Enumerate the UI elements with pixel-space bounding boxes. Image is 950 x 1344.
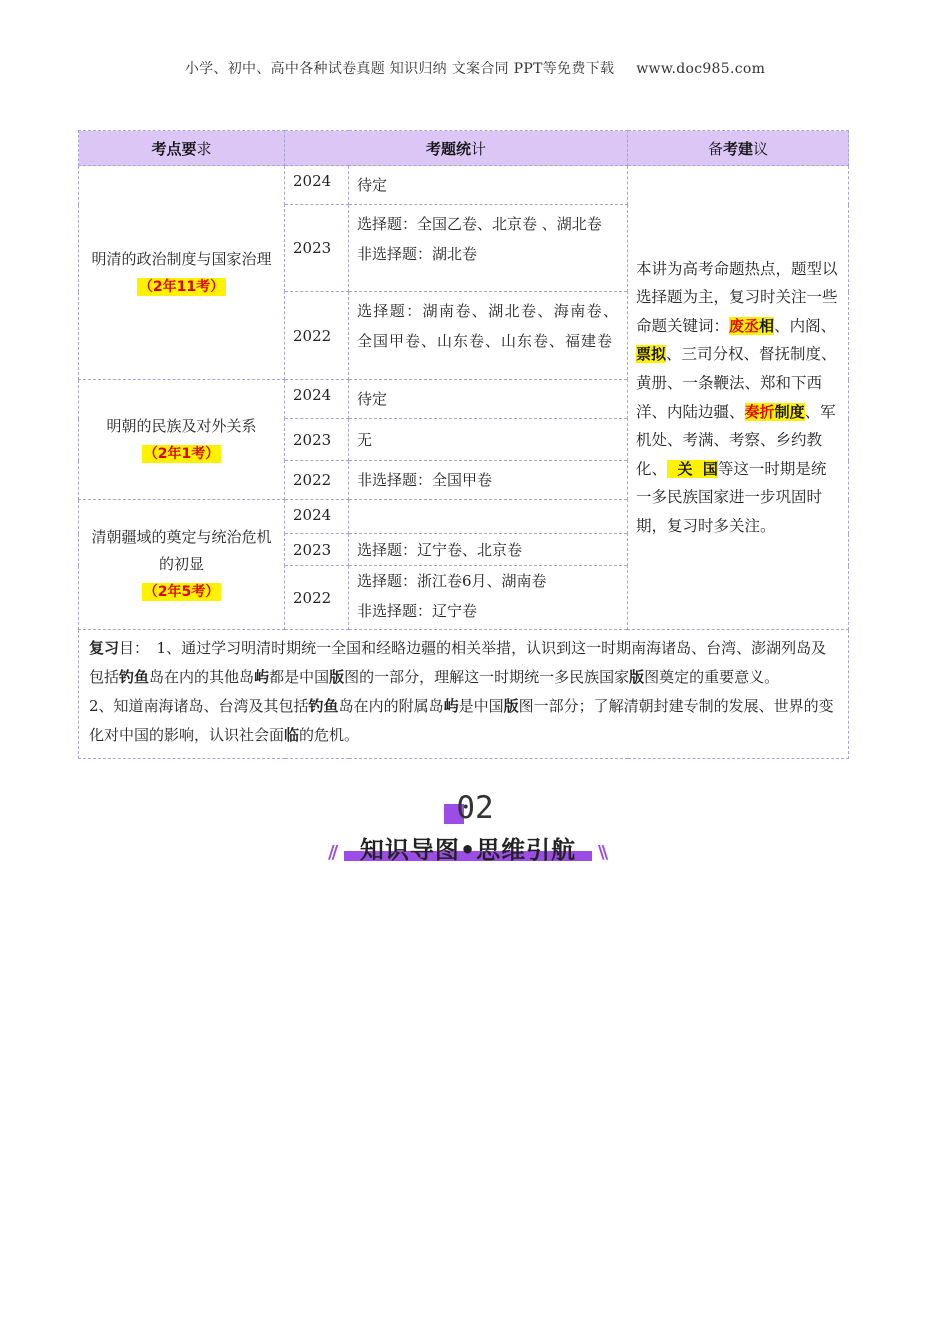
- year-cell: 2024: [285, 500, 349, 534]
- frequency-badge: （2年5考）: [143, 584, 220, 600]
- stats-cell: 选择题：浙江卷6月、湖南卷 非选择题：辽宁卷: [349, 566, 628, 630]
- review-goals-cell: [79, 630, 849, 759]
- review-goals-row: [79, 630, 849, 759]
- keyword-highlight: 废丞: [729, 316, 760, 335]
- stats-cell: [349, 500, 628, 534]
- stats-cell: 待定: [349, 166, 628, 205]
- header-exam-statistics: 考题统计: [285, 131, 628, 166]
- review-goal-2: 2、知道南海诸岛、台湾及其包括钓鱼岛在内的附属岛屿是中国版图一部分；了解清朝封建专制的发展、世界的变化对中国的影响，认识社会面临的危机。: [89, 697, 834, 744]
- exam-analysis-table: [78, 130, 849, 759]
- keyword-highlight: 关 国: [667, 459, 718, 478]
- section-number: 02: [0, 790, 950, 826]
- topic-name: 明清的政治制度与国家治理: [91, 249, 272, 268]
- year-cell: 2022: [285, 566, 349, 630]
- year-cell: 2023: [285, 205, 349, 292]
- stats-cell: 待定: [349, 380, 628, 419]
- keyword-highlight: 奏: [744, 402, 760, 421]
- topic-name: 明朝的民族及对外关系: [106, 416, 257, 435]
- topic-cell: [79, 380, 285, 500]
- topic-name: 清朝疆域的奠定与统治危机的初显: [91, 528, 272, 573]
- year-cell: 2024: [285, 166, 349, 205]
- page-header-banner: [0, 58, 950, 78]
- stats-cell: 选择题：辽宁卷、北京卷: [349, 534, 628, 566]
- year-cell: 2024: [285, 380, 349, 419]
- frequency-badge: （2年11考）: [138, 278, 225, 295]
- stats-cell: 无: [349, 419, 628, 461]
- header-exam-requirement: 考点要求: [79, 131, 285, 166]
- banner-url: www.doc985.com: [636, 61, 766, 77]
- stats-cell: 非选择题：全国甲卷: [349, 461, 628, 500]
- frequency-badge: （2年1考）: [143, 445, 220, 462]
- keyword-highlight: 票拟: [636, 345, 667, 364]
- review-advice-cell: 本讲为高考命题热点，题型以选择题为主，复习时关注一些命题关键词：废丞相、内阁、票拟、三司分权、督抚制度、黄册、一条鞭法、郑和下西洋、内陆边疆、奏折制度、军机处、考满、考察、乡约教化、 关 国等这一时期是统一多民族国家进一步巩固时期，复习时多关注。: [628, 166, 849, 630]
- year-cell: 2023: [285, 419, 349, 461]
- section-title: 知识导图•思维引航: [359, 836, 577, 864]
- decor-slash-left: //: [328, 842, 336, 863]
- year-cell: 2022: [285, 461, 349, 500]
- banner-text: 小学、初中、高中各种试卷真题 知识归纳 文案合同 PPT等免费下载: [184, 61, 615, 77]
- stats-cell: 选择题：湖南卷、湖北卷、海南卷、全国甲卷、山东卷、山东卷、福建卷: [349, 292, 628, 380]
- topic-cell: [79, 166, 285, 380]
- year-cell: 2022: [285, 292, 349, 380]
- year-cell: 2023: [285, 534, 349, 566]
- review-goal-1: 复习目： 1、通过学习明清时期统一全国和经略边疆的相关举措，认识到这一时期南海诸岛、台湾、澎湖列岛及包括钓鱼岛在内的其他岛屿都是中国版图的一部分，理解这一时期统一多民族国家版图奠定的重要意义。: [89, 639, 827, 686]
- section-title-block: [330, 830, 620, 866]
- table-row: [79, 166, 849, 205]
- topic-cell: [79, 500, 285, 630]
- header-review-advice: 备考建议: [628, 131, 849, 166]
- decor-slash-right: \\: [598, 842, 606, 863]
- stats-cell: 选择题：全国乙卷、北京卷 、湖北卷 非选择题：湖北卷: [349, 205, 628, 292]
- table-header-row: [79, 131, 849, 166]
